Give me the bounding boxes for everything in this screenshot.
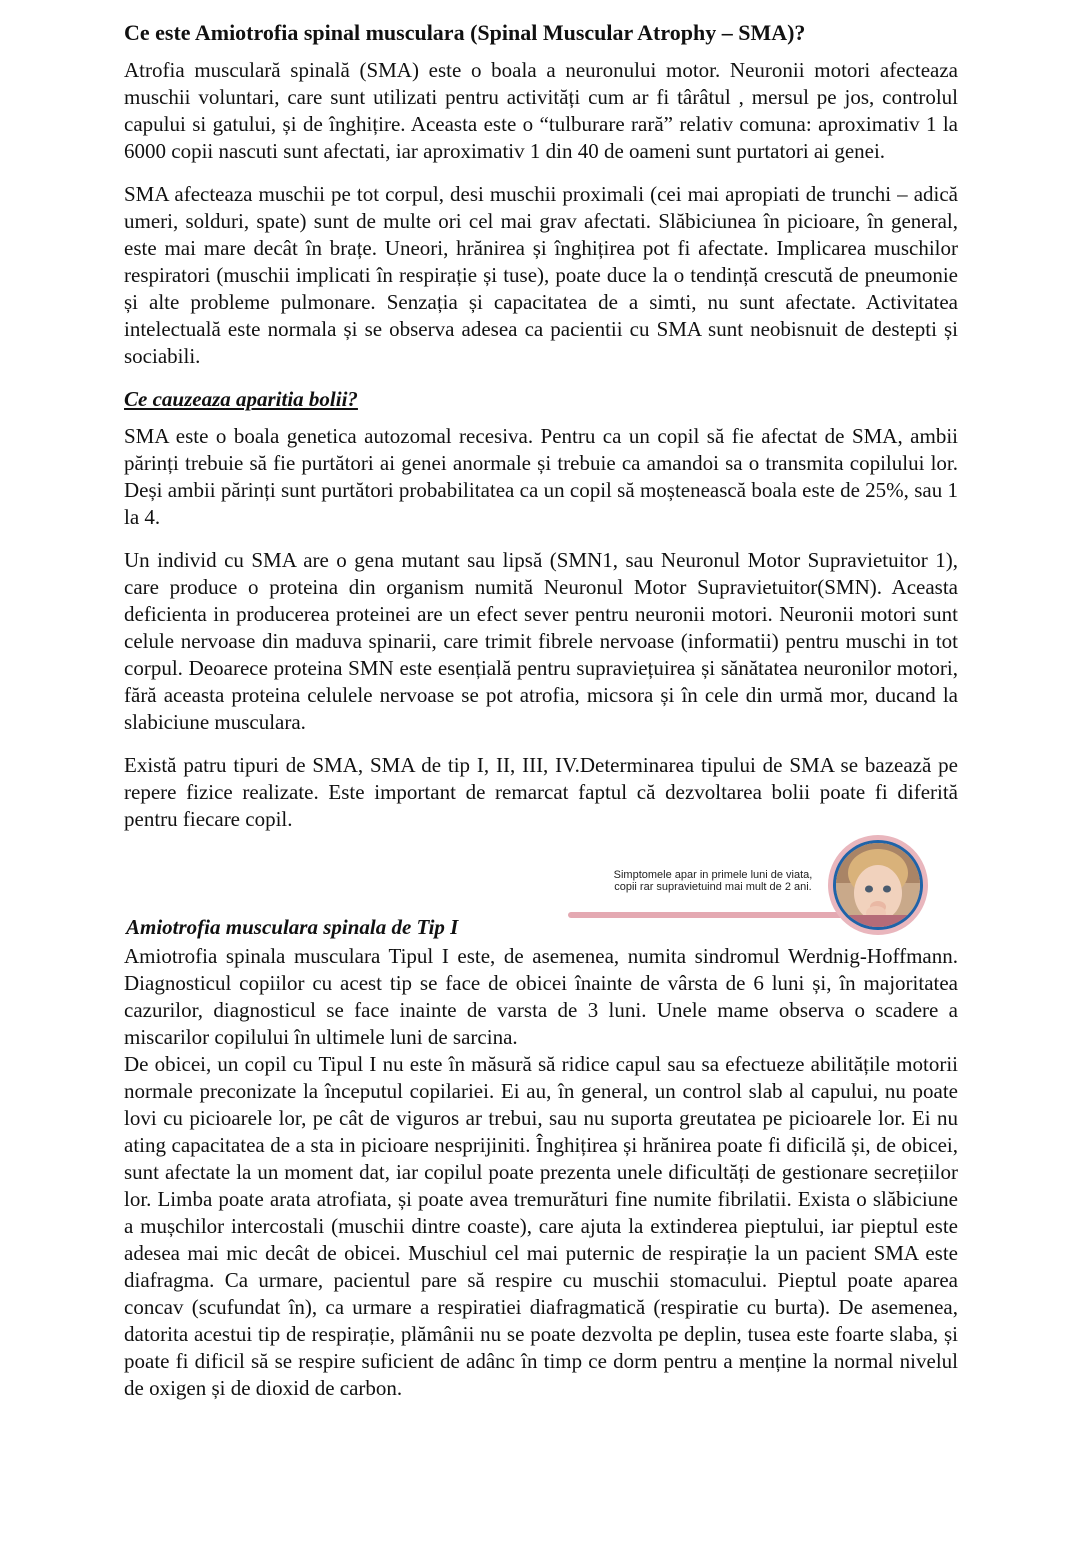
child-photo <box>836 843 920 927</box>
paragraph-intro: Atrofia musculară spinală (SMA) este o boala a neuronului motor. Neuronii motori afecteaza muschii voluntari, care sunt utilizati pentru activități cum ar fi târâtul , mersul pe jos, controlul capului si gatului, și de înghițire. Aceasta este o “tulburare rară” relativ comuna: aproximativ 1 la 6000 copii nascuti sunt afectati, iar aproximativ 1 din 40 de oameni sunt purtatori ai genei. <box>124 58 958 163</box>
paragraph-smn1: Un individ cu SMA are o gena mutant sau lipsă (SMN1, sau Neuronul Motor Supravietuitor 1), care produce o proteina din organism numită Neuronul Motor Supravietuitor(SMN). Aceasta deficienta in producerea proteinei are un efect sever pentru neuronii motori. Neuronii motori sunt celule nervoase din maduva spinarii, care trimit fibrele nervoase (informatii) pentru muschi in tot corpul. Deoarece proteina SMN este esențială pentru supraviețuirea și sănătatea neuronilor motori, fără aceasta proteina celulele nervoase se pot atrofia, micsora și în cele din urmă mor, ducand la slabiciune musculara. <box>124 548 958 734</box>
paragraph-genetics: SMA este o boala genetica autozomal recesiva. Pentru ca un copil să fie afectat de SMA, ambii părinți trebuie să fie purtători ai genei anormale și trebuie ca amandoi sa o transmita copilului lor. Deși ambii părinți sunt purtători probabilitatea ca un copil să moștenească boala este de 25%, sau 1 la 4. <box>124 424 958 529</box>
avatar-frame <box>828 835 928 935</box>
document-page <box>124 18 958 1402</box>
heading-type1: Amiotrofia musculara spinala de Tip I <box>126 915 459 939</box>
heading-causes: Ce cauzeaza aparitia bolii? <box>124 387 358 411</box>
paragraph-type1-diagnosis: Amiotrofia spinala musculara Tipul I este, de asemenea, numita sindromul Werdnig-Hoffmann. Diagnosticul copiilor cu acest tip se face de obicei înainte de vârsta de 6 luni și, în majoritatea cazurilor, diagnosticul se face inainte de varsta de 3 luni. Unele mame observa o scadere a miscarilor copilului în ultimele luni de sarcina. <box>124 944 958 1049</box>
type1-header-block <box>124 833 958 943</box>
paragraph-type1-details: De obicei, un copil cu Tipul I nu este în măsură să ridice capul sau sa efectueze abilitățile motorii normale preconizate la începutul copilariei. Ei au, în general, un control slab al capului, nu poate lovi cu picioarele lor, pe cât de viguros ar trebui, sau nu suporta greutatea pe picioarele lor. Ei nu ating capacitatea de a sta in picioare nesprijiniti. Înghițirea și hrănirea poate fi dificilă și, de obicei, sunt afectate la un moment dat, iar copilul poate prezenta unele dificultăți de gestionare secrețiilor lor. Limba poate arata atrofiata, și poate avea tremurături fine numite fibrilatii. Exista o slăbiciune a mușchilor intercostali (muschii dintre coaste), care ajuta la extinderea pieptului, iar pieptul este adesea mai mic decât de obicei. Muschiul cel mai puternic de respirație la un pacient SMA este diafragma. Ca urmare, pacientul pare să respire cu muschii stomacului. Pieptul poate aparea concav (scufundat în), ca urmare a respiratiei diafragmatică (respiratie cu burta). De asemenea, datorita acestui tip de respirație, plămânii nu se poate dezvolta pe deplin, tusea este foarte slaba, și poate fi dificil să se respire suficient de adânc în timp ce dorm pentru a menține la normal nivelul de oxigen și de dioxid de carbon. <box>124 1052 958 1400</box>
paragraph-symptoms: SMA afecteaza muschii pe tot corpul, desi muschii proximali (cei mai apropiati de trunchi – adică umeri, solduri, spate) sunt de multe ori cel mai grav afectati. Slăbiciunea în picioare, în general, este mai mare decât în brațe. Uneori, hrănirea și înghițirea pot fi afectate. Implicarea muschilor respiratori (muschii implicati în respirație și tuse), poate duce la o tendință crescută de pneumonie și alte probleme pulmonare. Senzația și capacitatea de a simti, nu sunt afectate. Activitatea intelectuală este normala și se observa adesea ca pacientii cu SMA sunt neobisnuit de destepti și sociabili. <box>124 182 958 368</box>
child-photo-illustration <box>836 843 920 927</box>
paragraph-types: Există patru tipuri de SMA, SMA de tip I, II, III, IV.Determinarea tipului de SMA se bazează pe repere fizice realizate. Este important de remarcat faptul că dezvoltarea bolii poate fi diferită pentru fiecare copil. <box>124 753 958 831</box>
page-title: Ce este Amiotrofia spinal musculara (Spinal Muscular Atrophy – SMA)? <box>124 20 806 45</box>
callout-text: Simptomele apar in primele luni de viata, copii rar supravietuind mai mult de 2 ani. <box>613 869 813 893</box>
